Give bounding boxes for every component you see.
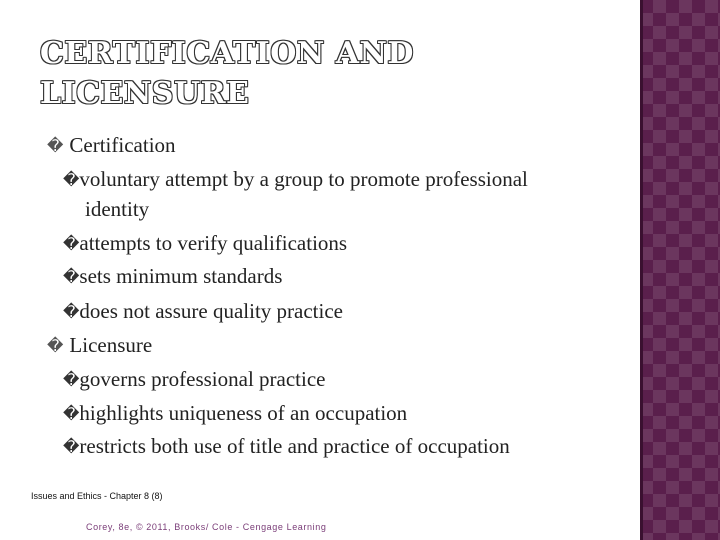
decorative-side-panel (640, 0, 720, 540)
sub-bullet (63, 226, 347, 261)
footer-copyright: Corey, 8e, © 2011, Brooks/ Cole - Cengage Learning (86, 522, 327, 532)
sub-bullet-text: does not assure quality practice (79, 299, 343, 323)
sub-bullet (63, 294, 343, 329)
sub-bullet-marker: � (63, 302, 80, 321)
sub-bullet-marker: � (63, 370, 80, 389)
sub-bullet-marker: � (63, 404, 80, 423)
sub-bullet (63, 396, 407, 431)
sub-bullet-text: restricts both use of title and practice of occupation (79, 434, 510, 458)
sub-bullet-marker: � (63, 170, 80, 189)
footer-chapter-label: Issues and Ethics - Chapter 8 (8) (31, 491, 163, 501)
bullet-certification (47, 128, 176, 163)
sub-bullet-marker: � (63, 267, 80, 286)
sub-bullet-text: identity (85, 197, 150, 221)
sub-bullet-continuation (85, 192, 149, 226)
bullet-marker: � (47, 136, 64, 155)
sub-bullet (63, 362, 325, 397)
sub-bullet (63, 259, 282, 294)
bullet-licensure (47, 328, 152, 363)
sub-bullet-text: highlights uniqueness of an occupation (79, 401, 408, 425)
sub-bullet-text: voluntary attempt by a group to promote professional (79, 167, 528, 191)
sub-bullet-marker: � (63, 437, 80, 456)
sub-bullet-text: attempts to verify qualifications (79, 231, 348, 255)
bullet-licensure-label: Licensure (69, 333, 153, 357)
sub-bullet-text: sets minimum standards (79, 264, 283, 288)
sub-bullet-marker: � (63, 234, 80, 253)
slide-title-line-2: LICENSURE (40, 76, 250, 111)
sub-bullet (63, 429, 510, 464)
slide-title-line-1: CERTIFICATION AND (40, 36, 414, 71)
bullet-certification-label: Certification (69, 133, 176, 157)
bullet-marker: � (47, 336, 64, 355)
sub-bullet-text: governs professional practice (79, 367, 326, 391)
